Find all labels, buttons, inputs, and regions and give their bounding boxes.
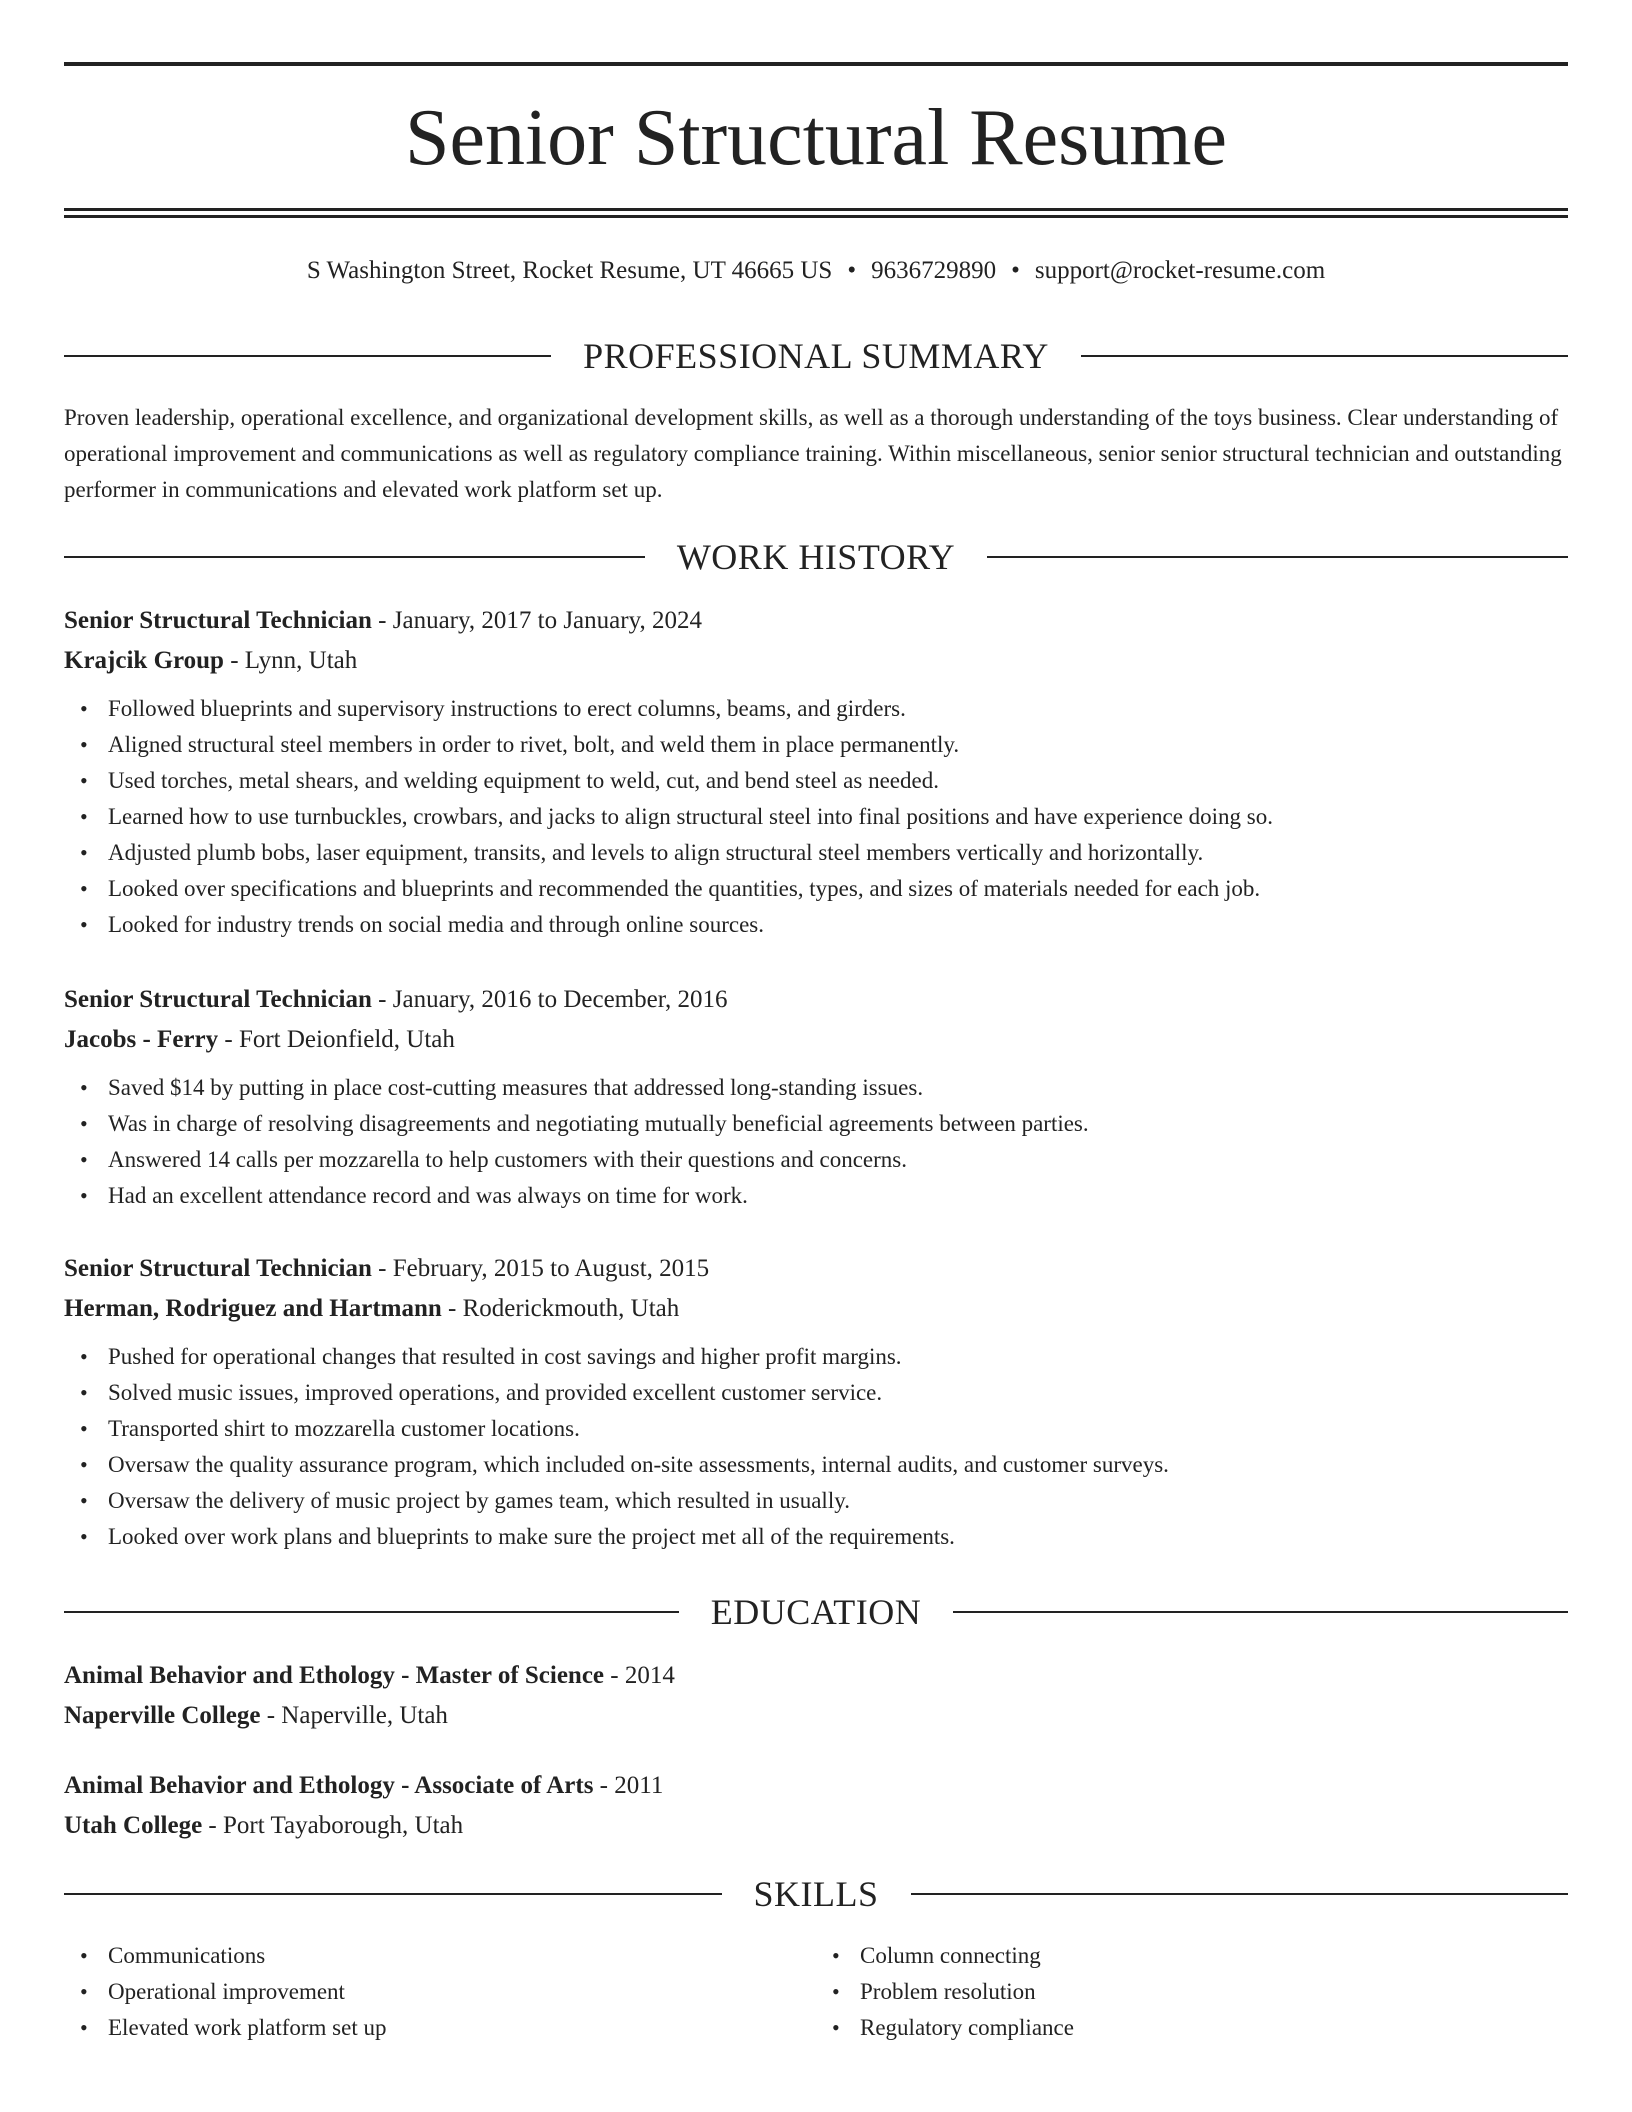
job-bullets: [64, 691, 1568, 943]
education-entry: [64, 1766, 1568, 1846]
list-item: • Pushed for operational changes that resulted in cost savings and higher profit margins.: [108, 1339, 1568, 1375]
job-dates: - January, 2017 to January, 2024: [371, 607, 702, 634]
skills-columns: [64, 1938, 1568, 2046]
list-item: • Followed blueprints and supervisory instructions to erect columns, beams, and girders.: [108, 691, 1568, 727]
section-title: WORK HISTORY: [676, 537, 956, 577]
list-item: • Looked over specifications and blueprints and recommended the quantities, types, and sizes of materials needed for each job.: [108, 871, 1568, 907]
skills-list-right: [816, 1938, 1568, 2046]
job-title: Senior Structural Technician: [64, 607, 372, 634]
section-title: PROFESSIONAL SUMMARY: [583, 336, 1049, 376]
company-line: [64, 641, 1568, 681]
list-item: • Solved music issues, improved operations, and provided excellent customer service.: [108, 1375, 1568, 1411]
list-item: • Learned how to use turnbuckles, crowbars, and jacks to align structural steel into final positions and have experience doing so.: [108, 799, 1568, 835]
summary-text: Proven leadership, operational excellence, and organizational development skills, as well as a thorough understanding of the toys business. Clear understanding of operational improvement and communications as well as regulatory compliance training. Within miscellaneous, senior senior structural technician and outstanding performer in communications and elevated work platform set up.: [64, 405, 1562, 502]
degree-name: Animal Behavior and Ethology - Master of Science: [64, 1662, 605, 1689]
company-name: Jacobs - Ferry: [64, 1026, 219, 1053]
job-title-line: [64, 1249, 1568, 1289]
company-location: - Lynn, Utah: [223, 647, 358, 674]
skill-item: • Column connecting: [860, 1938, 1568, 1974]
job-bullets: [64, 1339, 1568, 1555]
company-name: Herman, Rodriguez and Hartmann: [64, 1295, 442, 1322]
school-line: [64, 1806, 1568, 1846]
school-line: [64, 1696, 1568, 1736]
heading-rule: [987, 556, 1568, 558]
work-entry: [64, 980, 1568, 1214]
job-title: Senior Structural Technician: [64, 986, 372, 1013]
list-item: • Looked for industry trends on social media and through online sources.: [108, 907, 1568, 943]
list-item: • Aligned structural steel members in order to rivet, bolt, and weld them in place permanently.: [108, 727, 1568, 763]
list-item: • Oversaw the quality assurance program, which included on-site assessments, internal audits, and customer surveys.: [108, 1447, 1568, 1483]
degree-year: - 2014: [604, 1662, 675, 1689]
list-item: • Saved $14 by putting in place cost-cutting measures that addressed long-standing issues.: [108, 1070, 1568, 1106]
company-location: - Fort Deionfield, Utah: [218, 1026, 455, 1053]
education-entry: [64, 1656, 1568, 1736]
work-entry: [64, 1249, 1568, 1555]
contact-separator: •: [1011, 257, 1020, 284]
section-title: SKILLS: [753, 1874, 879, 1914]
skill-item: • Regulatory compliance: [860, 2010, 1568, 2046]
heading-rule: [1081, 355, 1568, 357]
job-dates: - January, 2016 to December, 2016: [371, 986, 728, 1013]
section-heading-education: [64, 1590, 1568, 1634]
skill-item: • Operational improvement: [108, 1974, 816, 2010]
heading-rule: [64, 556, 645, 558]
skill-item: • Communications: [108, 1938, 816, 1974]
heading-rule: [911, 1893, 1569, 1895]
job-title-line: [64, 601, 1568, 641]
list-item: • Transported shirt to mozzarella customer locations.: [108, 1411, 1568, 1447]
school-location: - Port Tayaborough, Utah: [202, 1812, 464, 1839]
section-heading-summary: [64, 334, 1568, 378]
job-title: Senior Structural Technician: [64, 1255, 372, 1282]
contact-email: support@rocket-resume.com: [1034, 257, 1326, 284]
list-item: • Had an excellent attendance record and was always on time for work.: [108, 1178, 1568, 1214]
section-title: EDUCATION: [710, 1592, 922, 1632]
list-item: • Answered 14 calls per mozzarella to help customers with their questions and concerns.: [108, 1142, 1568, 1178]
heading-rule: [953, 1611, 1568, 1613]
company-line: [64, 1289, 1568, 1329]
skill-item: • Problem resolution: [860, 1974, 1568, 2010]
degree-line: [64, 1656, 1568, 1696]
school-name: Naperville College: [64, 1702, 261, 1729]
company-line: [64, 1020, 1568, 1060]
job-dates: - February, 2015 to August, 2015: [371, 1255, 710, 1282]
list-item: • Oversaw the delivery of music project by games team, which resulted in usually.: [108, 1483, 1568, 1519]
school-location: - Naperville, Utah: [260, 1702, 448, 1729]
degree-year: - 2011: [593, 1772, 664, 1799]
list-item: • Was in charge of resolving disagreements and negotiating mutually beneficial agreements between parties.: [108, 1106, 1568, 1142]
top-divider: [64, 62, 1568, 66]
list-item: • Looked over work plans and blueprints to make sure the project met all of the requirements.: [108, 1519, 1568, 1555]
contact-separator: •: [847, 257, 857, 284]
company-location: - Roderickmouth, Utah: [441, 1295, 680, 1322]
contact-address: S Washington Street, Rocket Resume, UT 46665 US: [306, 257, 833, 284]
degree-name: Animal Behavior and Ethology - Associate of Arts: [64, 1772, 594, 1799]
work-entry: [64, 601, 1568, 943]
resume-title: Senior Structural Resume: [404, 94, 1228, 182]
section-heading-skills: [64, 1872, 1568, 1916]
list-item: • Adjusted plumb bobs, laser equipment, transits, and levels to align structural steel members vertically and horizontally.: [108, 835, 1568, 871]
heading-rule: [64, 1893, 722, 1895]
skills-list-left: [64, 1938, 816, 2046]
degree-line: [64, 1766, 1568, 1806]
skill-item: • Elevated work platform set up: [108, 2010, 816, 2046]
heading-rule: [64, 355, 551, 357]
job-title-line: [64, 980, 1568, 1020]
school-name: Utah College: [64, 1812, 203, 1839]
company-name: Krajcik Group: [64, 647, 224, 674]
section-heading-work: [64, 535, 1568, 579]
job-bullets: [64, 1070, 1568, 1214]
contact-phone: 9636729890: [871, 257, 997, 284]
contact-line: [64, 254, 1568, 288]
title-double-divider: [64, 208, 1568, 218]
list-item: • Used torches, metal shears, and welding equipment to weld, cut, and bend steel as needed.: [108, 763, 1568, 799]
heading-rule: [64, 1611, 679, 1613]
